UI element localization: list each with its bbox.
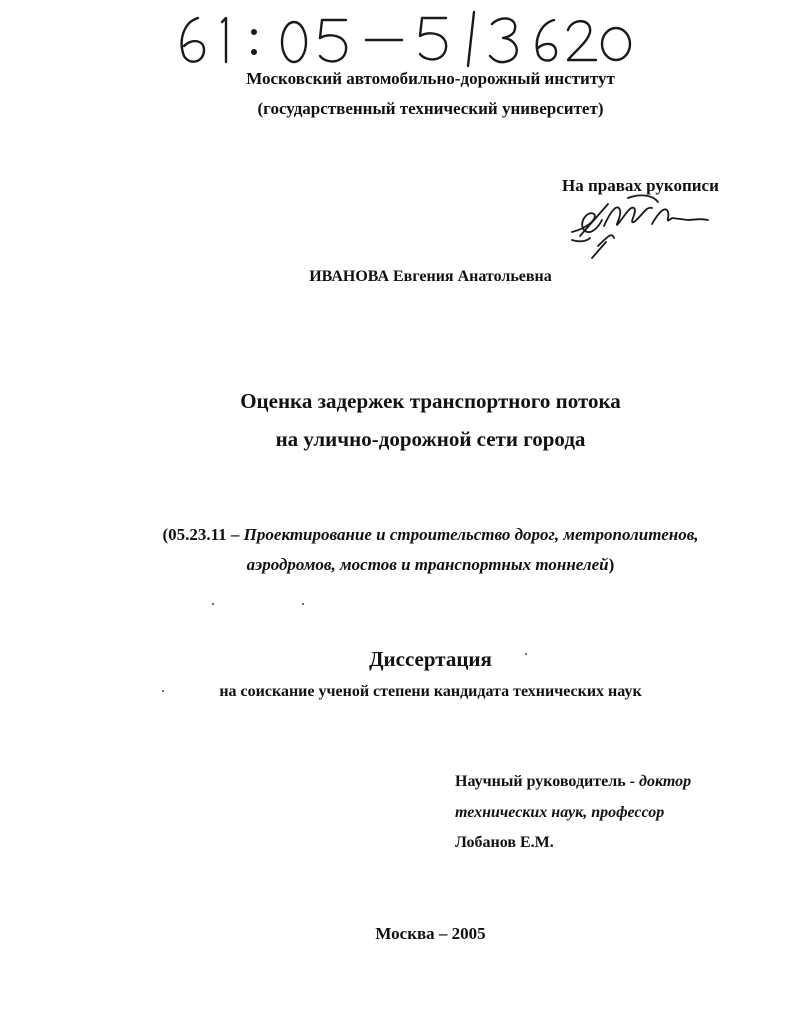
supervisor-title-part-1: доктор bbox=[639, 773, 692, 790]
supervisor-name: Лобанов Е.М. bbox=[455, 834, 554, 851]
specialty-name-part-2: аэродромов, мостов и транспортных тоннелей bbox=[246, 555, 609, 574]
handwritten-signature bbox=[568, 188, 718, 278]
handwritten-registry-code-drawing bbox=[170, 8, 640, 68]
supervisor-label: Научный руководитель - bbox=[455, 773, 639, 790]
document-type: Диссертация bbox=[369, 647, 492, 671]
specialty-name-part-1: Проектирование и строительство дорог, метрополитенов, bbox=[243, 525, 699, 544]
scan-speck bbox=[162, 690, 164, 692]
degree-statement: на соискание ученой степени кандидата технических наук bbox=[219, 683, 642, 700]
manuscript-note: На правах рукописи bbox=[562, 176, 719, 195]
dissertation-title-line-1: Оценка задержек транспортного потока bbox=[240, 389, 621, 413]
handwritten-registry-code bbox=[170, 8, 640, 68]
dissertation-title-line-2: на улично-дорожной сети города bbox=[275, 427, 586, 451]
institution-status: (государственный технический университет) bbox=[257, 99, 604, 118]
scan-speck bbox=[525, 653, 527, 655]
signature-drawing bbox=[568, 188, 718, 278]
supervisor-line-2 bbox=[455, 804, 664, 822]
specialty-dash: – bbox=[226, 525, 244, 544]
supervisor-line-1 bbox=[455, 773, 691, 791]
specialty-line-2 bbox=[34, 555, 793, 575]
supervisor-title-part-2: технических наук, профессор bbox=[455, 804, 665, 821]
specialty-line-1 bbox=[34, 525, 793, 545]
scan-speck bbox=[212, 603, 214, 605]
author-name: ИВАНОВА Евгения Анатольевна bbox=[309, 268, 552, 285]
scan-speck bbox=[302, 603, 304, 605]
specialty-code: 05.23.11 bbox=[168, 525, 227, 544]
specialty-close-paren: ) bbox=[608, 555, 615, 574]
specialty-open-paren: ( bbox=[162, 525, 169, 544]
place-and-year: Москва – 2005 bbox=[375, 924, 486, 943]
institution-name: Московский автомобильно-дорожный институт bbox=[246, 69, 615, 88]
